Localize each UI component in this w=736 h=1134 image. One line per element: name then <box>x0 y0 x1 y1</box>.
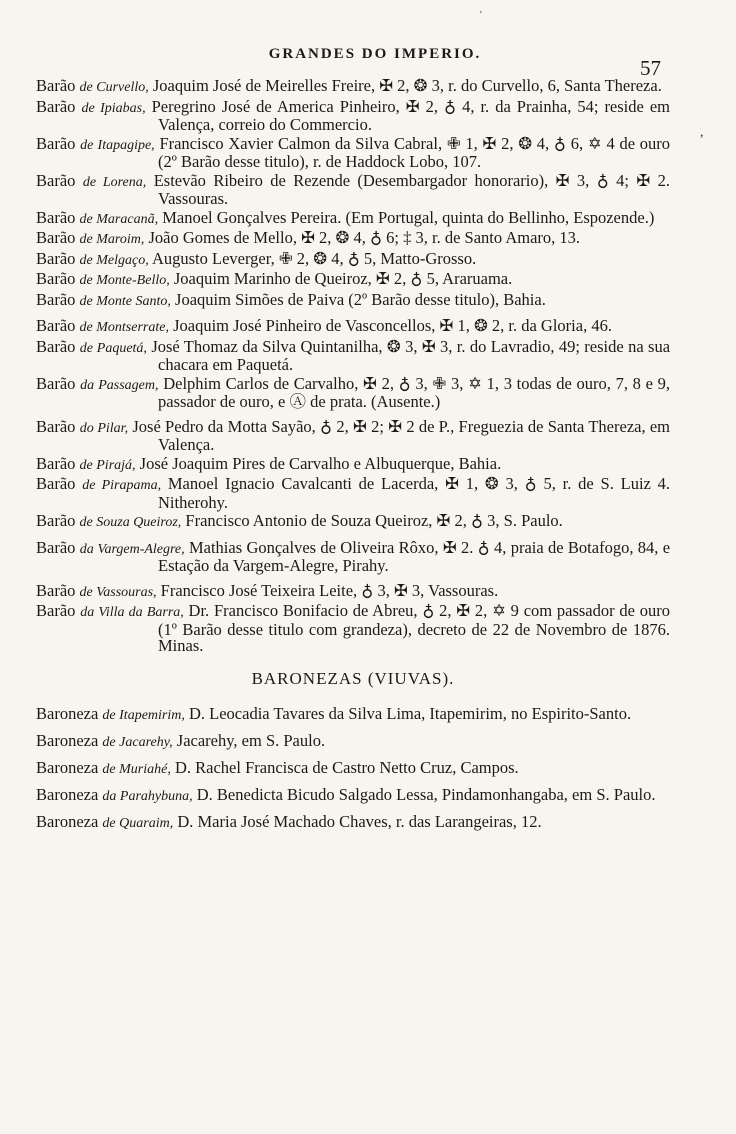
entry-text: D. Benedicta Bicudo Salgado Lessa, Pindamonhangaba, em S. Paulo. <box>192 784 656 804</box>
title-place <box>80 378 158 393</box>
title-preposition: da <box>79 541 94 557</box>
title-name: Muriahé, <box>119 761 171 777</box>
rank-word: Barão <box>36 269 76 288</box>
title-name: Parahybuna, <box>119 788 193 804</box>
title-preposition: da <box>80 377 95 393</box>
title-name: Lorena, <box>102 174 147 190</box>
title-name: Itapagipe, <box>97 137 155 153</box>
title-place <box>80 253 149 268</box>
rank-word: Barão <box>36 133 76 153</box>
barao-entry <box>36 248 670 270</box>
baroneza-entry <box>36 759 670 778</box>
entry-text: Francisco Xavier Calmon da Silva Cabral, ✙ 1, ✠ 2, ❂ 4, ♁ 6, ✡ 4 de ouro (2º Barão desse titulo), r. de Haddock Lobo, 107. <box>154 133 671 171</box>
rank-word: Barão <box>36 537 76 557</box>
title-preposition: de <box>79 584 93 600</box>
title-place <box>80 458 136 473</box>
rank-word: Barão <box>36 336 76 356</box>
entry-text: Estevão Ribeiro de Rezende (Desembargador honorario), ✠ 3, ♁ 4; ✠ 2. Vassouras. <box>146 170 671 208</box>
title-place <box>102 708 184 723</box>
page-speck: ' <box>480 10 482 21</box>
title-place <box>81 101 145 116</box>
title-preposition: de <box>79 293 93 309</box>
title-preposition: de <box>102 707 116 723</box>
rank-word: Barão <box>36 316 76 335</box>
title-name: Montserrate, <box>96 320 169 335</box>
barao-entry <box>36 537 671 575</box>
title-name: Monte Santo, <box>96 293 171 309</box>
barao-entry <box>36 96 671 134</box>
title-preposition: de <box>79 252 93 268</box>
rank-word: Baroneza <box>36 784 99 804</box>
rank-word: Barão <box>36 76 76 95</box>
running-title: GRANDES DO IMPERIO. <box>268 46 482 62</box>
barao-entry <box>36 318 670 337</box>
barao-entry <box>36 133 671 171</box>
title-name: Melgaço, <box>96 252 149 268</box>
title-place <box>80 232 145 247</box>
entry-text: Joaquim Simões de Paiva (2º Barão desse titulo), Bahia. <box>170 289 546 309</box>
entries-list <box>36 78 670 840</box>
rank-word: Barão <box>36 289 76 309</box>
rank-word: Barão <box>36 453 76 473</box>
rank-word: Barão <box>36 601 76 620</box>
title-preposition: de <box>82 478 96 493</box>
entry-text: Mathias Gonçalves de Oliveira Rôxo, ✠ 2. ♁ 4, praia de Botafogo, 84, e Estação da Vargem-Alegre, Pirahy. <box>158 537 671 575</box>
baroneza-entry <box>36 705 670 724</box>
title-name: Pilar, <box>97 420 129 436</box>
title-preposition: de <box>102 815 116 831</box>
barao-entry <box>36 78 670 97</box>
baroneza-entry <box>36 786 670 805</box>
barao-entry <box>36 373 671 411</box>
barao-entry <box>36 289 670 311</box>
entry-text: Augusto Leverger, ✙ 2, ❂ 4, ♁ 5, Matto-Grosso. <box>148 248 477 268</box>
barao-entry <box>36 207 670 229</box>
title-preposition: de <box>102 761 116 777</box>
title-preposition: de <box>81 100 95 116</box>
title-name: Souza Queiroz, <box>96 515 182 530</box>
title-preposition: de <box>79 340 94 356</box>
entry-text: Delphim Carlos de Carvalho, ✠ 2, ♁ 3, ✙ 3, ✡ 1, 3 todas de ouro, 7, 8 e 9, passador de ouro, e Ⓐ de prata. (Ausente.) <box>158 373 671 411</box>
entry-text: Joaquim José de Meirelles Freire, ✠ 2, ❂ 3, r. do Curvello, 6, Santa Thereza. <box>148 76 662 95</box>
barao-entry <box>36 476 670 511</box>
entry-text: Jacarehy, em S. Paulo. <box>172 730 326 750</box>
title-preposition: de <box>79 515 93 530</box>
entry-text: D. Rachel Francisca de Castro Netto Cruz, Campos. <box>170 757 519 777</box>
title-name: Monte-Bello, <box>96 273 170 288</box>
rank-word: Baroneza <box>36 703 99 723</box>
title-name: Jacarehy, <box>119 734 173 750</box>
title-place <box>80 605 184 620</box>
title-name: Passagem, <box>98 377 159 393</box>
entry-text: Manoel Gonçalves Pereira. (Em Portugal, quinta do Bellinho, Espozende.) <box>158 207 655 227</box>
title-place <box>83 175 146 190</box>
title-preposition: de <box>79 80 93 95</box>
title-preposition: de <box>79 211 93 227</box>
rank-word: Barão <box>36 416 76 436</box>
title-place <box>80 273 170 288</box>
title-place <box>102 789 192 804</box>
title-preposition: do <box>79 420 94 436</box>
title-place <box>82 478 161 493</box>
title-preposition: da <box>102 788 117 804</box>
title-preposition: de <box>79 320 93 335</box>
title-place <box>102 735 172 750</box>
barao-entry <box>36 513 670 532</box>
title-name: Pirapama, <box>101 478 162 493</box>
title-place <box>102 816 173 831</box>
baroneza-entry <box>36 732 670 751</box>
title-name: Itapemirim, <box>119 707 185 723</box>
title-name: Villa da Barra, <box>98 605 184 620</box>
rank-word: Barão <box>36 228 76 247</box>
baroes-list <box>36 78 670 655</box>
title-preposition: de <box>79 232 93 247</box>
barao-entry <box>36 453 670 475</box>
rank-word: Barão <box>36 96 76 116</box>
title-place <box>80 80 149 95</box>
barao-entry <box>36 230 670 249</box>
title-name: Vassouras, <box>96 584 157 600</box>
barao-entry <box>36 603 670 655</box>
entry-text: Peregrino José de America Pinheiro, ✠ 2, ♁ 4, r. da Prainha, 54; reside em Valença, correio do Commercio. <box>145 96 671 134</box>
title-name: Pirajá, <box>96 457 136 473</box>
title-name: Paquetá, <box>96 340 147 356</box>
rank-word: Barão <box>36 170 76 190</box>
entry-text: Francisco José Teixeira Leite, ♁ 3, ✠ 3, Vassouras. <box>156 580 499 600</box>
title-name: Curvello, <box>96 80 149 95</box>
title-place <box>80 421 128 436</box>
barao-entry <box>36 580 670 602</box>
title-preposition: de <box>79 273 93 288</box>
barao-entry <box>36 170 671 208</box>
title-place <box>80 585 157 600</box>
title-place <box>80 341 147 356</box>
rank-word: Baroneza <box>36 757 99 777</box>
title-place <box>80 515 182 530</box>
rank-word: Baroneza <box>36 730 99 750</box>
barao-entry <box>36 336 671 374</box>
entry-text: Manoel Ignacio Cavalcanti de Lacerda, ✠ 1, ❂ 3, ♁ 5, r. de S. Luiz 4. Nitherohy. <box>158 474 671 512</box>
entry-text: João Gomes de Mello, ✠ 2, ❂ 4, ♁ 6; ‡ 3, r. de Santo Amaro, 13. <box>144 228 581 247</box>
title-place <box>80 212 159 227</box>
entry-text: José Pedro da Motta Sayão, ♁ 2, ✠ 2; ✠ 2 de P., Freguezia de Santa Thereza, em Valença. <box>128 416 671 454</box>
title-place <box>102 762 170 777</box>
baronezas-list <box>36 705 670 832</box>
title-place <box>80 542 185 557</box>
rank-word: Barão <box>36 207 76 227</box>
entry-text: D. Leocadia Tavares da Silva Lima, Itapemirim, no Espirito-Santo. <box>184 703 632 723</box>
title-name: Ipiabas, <box>100 100 146 116</box>
title-preposition: de <box>80 137 94 153</box>
entry-text: José Joaquim Pires de Carvalho e Albuquerque, Bahia. <box>135 453 502 473</box>
entry-text: Dr. Francisco Bonifacio de Abreu, ♁ 2, ✠ 2, ✡ 9 com passador de ouro (1º Barão desse titulo com grandeza), decreto de 22 de Novembro de 1876. Minas. <box>158 601 670 655</box>
title-name: Maracanã, <box>96 211 159 227</box>
title-preposition: de <box>79 457 93 473</box>
page-number: 57 <box>640 56 661 80</box>
title-name: Quaraim, <box>119 815 174 831</box>
title-preposition: da <box>80 605 95 620</box>
entry-text: Joaquim Marinho de Queiroz, ✠ 2, ♁ 5, Araruama. <box>169 269 513 288</box>
title-name: Vargem-Alegre, <box>97 541 185 557</box>
barao-entry <box>36 416 671 454</box>
section-heading: BARONEZAS (VIUVAS). <box>251 668 455 688</box>
entry-text: José Thomaz da Silva Quintanilha, ❂ 3, ✠ 3, r. do Lavradio, 49; reside na sua chacara em Paquetá. <box>146 336 671 374</box>
entry-text: Joaquim José Pinheiro de Vasconcellos, ✠ 1, ❂ 2, r. da Gloria, 46. <box>168 316 612 335</box>
rank-word: Barão <box>36 580 76 600</box>
entry-text: D. Maria José Machado Chaves, r. das Larangeiras, 12. <box>173 811 542 831</box>
title-place <box>80 294 171 309</box>
title-preposition: de <box>102 734 116 750</box>
margin-mark: , <box>700 125 704 140</box>
baroneza-entry <box>36 813 670 832</box>
rank-word: Barão <box>36 511 76 530</box>
rank-word: Barão <box>36 248 76 268</box>
title-place <box>80 138 155 153</box>
entry-text: Francisco Antonio de Souza Queiroz, ✠ 2, ♁ 3, S. Paulo. <box>181 511 563 530</box>
rank-word: Barão <box>36 474 76 493</box>
title-preposition: de <box>82 174 97 190</box>
rank-word: Baroneza <box>36 811 99 831</box>
barao-entry <box>36 271 670 290</box>
title-name: Maroim, <box>96 232 145 247</box>
title-place <box>80 320 169 335</box>
rank-word: Barão <box>36 373 76 393</box>
